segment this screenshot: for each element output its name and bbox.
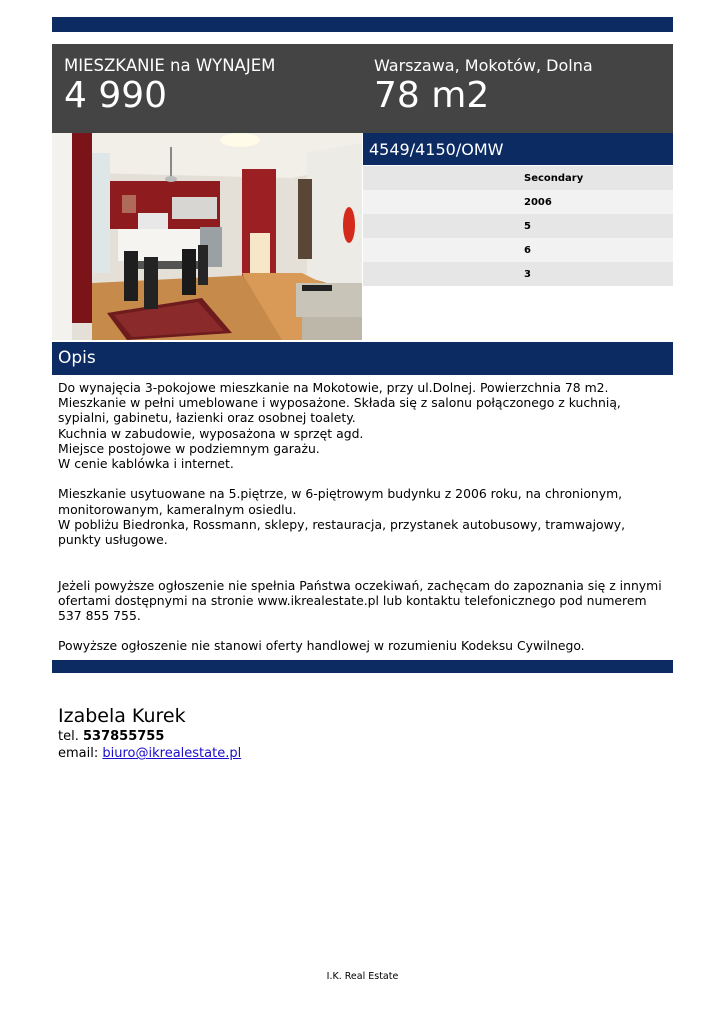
phone-label: tel. xyxy=(58,729,79,744)
email-label: email: xyxy=(58,746,99,761)
property-market: Secondary xyxy=(363,166,673,190)
property-year: 2006 xyxy=(363,190,673,214)
listing-price: 4 990 xyxy=(64,75,168,116)
description-line: Mieszkanie w pełni umeblowane i wyposażone. Składa się z salonu połączonego z kuchnią, sypialni, gabinetu, łazienki oraz osobnej toalety. xyxy=(58,395,621,426)
description-line: W pobliżu Biedronka, Rossmann, sklepy, restauracja, przystanek autobusowy, tramwajowy, punkty usługowe. xyxy=(58,516,626,548)
agent-phone: 537855755 xyxy=(82,729,165,744)
description-line: Do wynajęcia 3-pokojowe mieszkanie na Mokotowie, przy ul.Dolnej. Powierzchnia 78 m2. xyxy=(58,380,609,395)
description-heading: Opis xyxy=(52,342,673,375)
property-rooms: 3 xyxy=(363,262,673,286)
description-line: Mieszkanie usytuowane na 5.piętrze, w 6-piętrowym budynku z 2006 roku, na chronionym, monitorowanym, kameralnym osiedlu. xyxy=(58,486,623,517)
property-building-floors: 6 xyxy=(363,238,673,262)
description-notice: Jeżeli powyższe ogłoszenie nie spełnia Państwa oczekiwań, zachęcam do zapoznania się z innymi ofertami dostępnymi na stronie www.ikrealestate.pl lub kontaktu telefonicznego pod numerem 537 855 755. xyxy=(58,577,662,624)
description-line: W cenie kablówka i internet. xyxy=(58,456,234,472)
property-floor: 5 xyxy=(363,214,673,238)
agent-email-link[interactable]: biuro@ikrealestate.pl xyxy=(102,746,242,761)
listing-location: Warszawa, Mokotów, Dolna xyxy=(374,56,593,75)
listing-header xyxy=(52,44,673,133)
description-disclaimer: Powyższe ogłoszenie nie stanowi oferty handlowej w rozumieniu Kodeksu Cywilnego. xyxy=(58,638,585,654)
description-line: Kuchnia w zabudowie, wyposażona w sprzęt agd. xyxy=(58,425,364,441)
divider-bar xyxy=(52,660,673,673)
agent-email-line xyxy=(58,745,241,762)
listing-title: MIESZKANIE na WYNAJEM xyxy=(64,56,276,75)
agent-name: Izabela Kurek xyxy=(58,705,186,727)
property-table xyxy=(363,166,673,286)
top-bar xyxy=(52,17,673,32)
listing-area: 78 m2 xyxy=(374,75,490,116)
agent-contact xyxy=(58,704,241,762)
agent-phone-line xyxy=(58,728,241,745)
listing-reference: 4549/4150/OMW xyxy=(363,133,673,165)
apartment-photo xyxy=(52,133,362,340)
description-line: Miejsce postojowe w podziemnym garażu. xyxy=(58,440,320,456)
description-body xyxy=(58,380,670,654)
footer-company: I.K. Real Estate xyxy=(326,971,399,982)
